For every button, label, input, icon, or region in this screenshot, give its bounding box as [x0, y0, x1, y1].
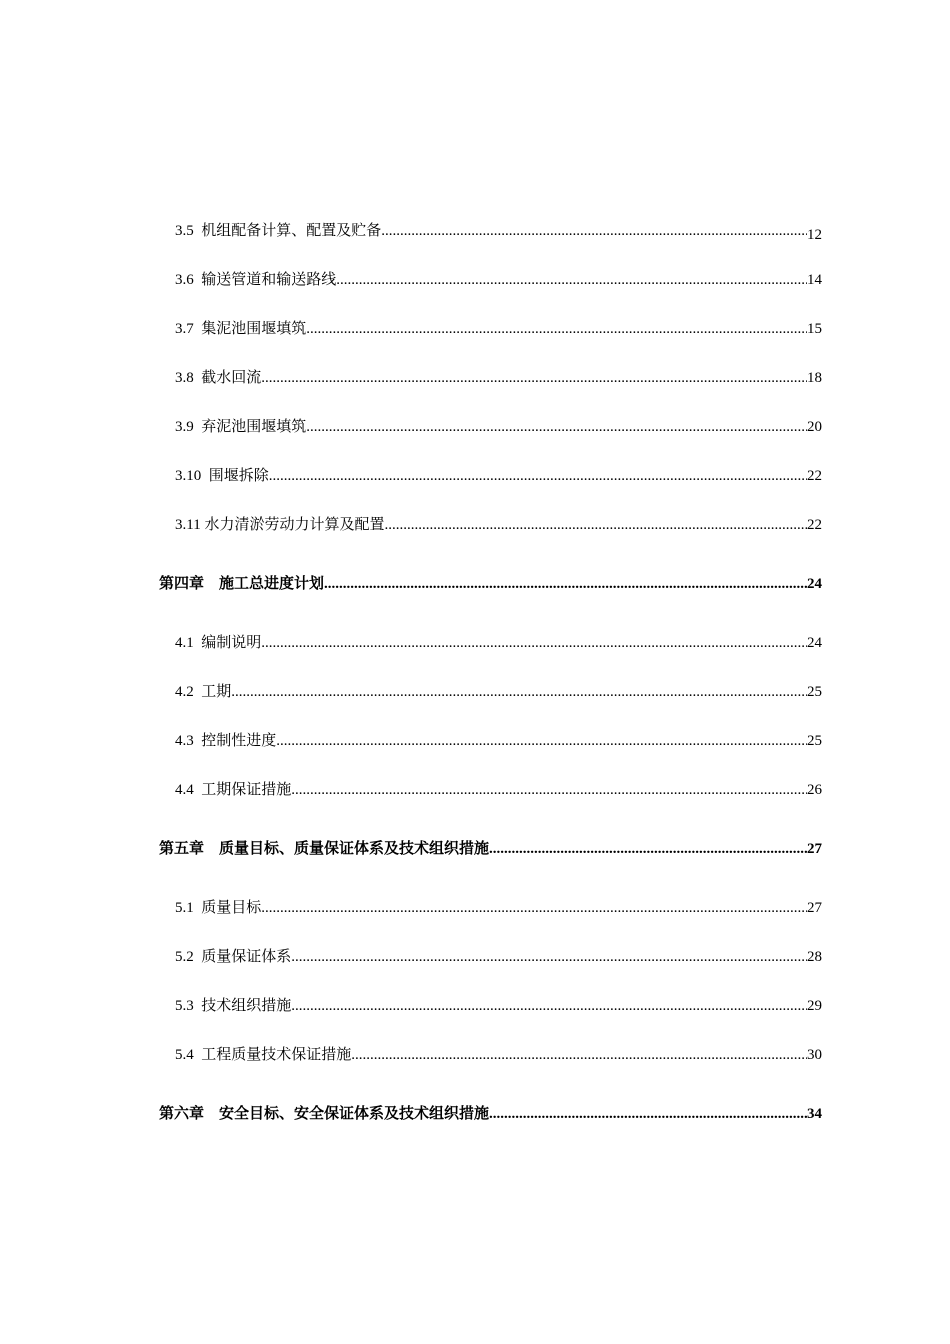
- toc-dot-leader: [306, 417, 807, 437]
- toc-entry-page: 12: [807, 228, 822, 241]
- toc-entry[interactable]: [175, 221, 822, 241]
- toc-entry-title: 施工总进度计划: [219, 576, 325, 592]
- toc-entry-page: 20: [807, 419, 822, 435]
- toc-entry-number: 3.6: [175, 272, 194, 288]
- toc-entry[interactable]: [175, 417, 822, 437]
- toc-dot-leader: [489, 839, 807, 859]
- toc-entry-page: 22: [807, 517, 822, 533]
- toc-entry-title: 技术组织措施: [201, 998, 292, 1014]
- toc-dot-leader: [261, 368, 807, 388]
- toc-entry[interactable]: [175, 731, 822, 751]
- toc-entry[interactable]: [175, 898, 822, 918]
- toc-entry-title: 机组配备计算、配置及贮备: [201, 223, 382, 239]
- toc-entry-page: 34: [807, 1106, 822, 1122]
- toc-entry-number: 4.1: [175, 635, 194, 651]
- toc-entry-page: 30: [807, 1047, 822, 1063]
- toc-entry-title: 工程质量技术保证措施: [201, 1047, 352, 1063]
- toc-dot-leader: [381, 221, 807, 241]
- toc-dot-leader: [489, 1104, 807, 1124]
- toc-entry-title: 输送管道和输送路线: [201, 272, 337, 288]
- toc-entry[interactable]: [175, 780, 822, 800]
- toc-entry-number: 5.2: [175, 949, 194, 965]
- toc-entry[interactable]: [175, 466, 822, 486]
- toc-entry-number: 4.3: [175, 733, 194, 749]
- toc-entry-page: 14: [807, 272, 822, 288]
- toc-entry-page: 24: [807, 635, 822, 651]
- toc-entry-title: 质量目标: [201, 900, 262, 916]
- toc-dot-leader: [291, 780, 807, 800]
- toc-entry-number: 5.3: [175, 998, 194, 1014]
- toc-entry-title: 围堰拆除: [208, 468, 269, 484]
- toc-entry-page: 22: [807, 468, 822, 484]
- toc-entry-page: 24: [807, 576, 822, 592]
- toc-entry-title: 控制性进度: [201, 733, 277, 749]
- toc-dot-leader: [324, 574, 807, 594]
- toc-entry-title: 弃泥池围堰填筑: [201, 419, 307, 435]
- toc-dot-leader: [231, 682, 807, 702]
- toc-entry-page: 26: [807, 782, 822, 798]
- toc-entry-title: 质量保证体系: [201, 949, 292, 965]
- toc-entry-page: 27: [807, 900, 822, 916]
- toc-dot-leader: [351, 1045, 807, 1065]
- toc-entry-title: 工期: [201, 684, 232, 700]
- toc-entry-number: 3.10: [175, 468, 202, 484]
- toc-chapter-entry[interactable]: [159, 1104, 822, 1124]
- toc-entry-page: 25: [807, 733, 822, 749]
- toc-entry-number: 第五章: [159, 841, 205, 857]
- toc-entry-number: 4.2: [175, 684, 194, 700]
- toc-entry-number: 3.8: [175, 370, 194, 386]
- toc-entry[interactable]: [175, 515, 822, 535]
- toc-entry-number: 3.5: [175, 223, 194, 239]
- toc-entry-number: 3.7: [175, 321, 194, 337]
- toc-chapter-entry[interactable]: [159, 574, 822, 594]
- toc-dot-leader: [276, 731, 807, 751]
- toc-dot-leader: [291, 947, 807, 967]
- toc-dot-leader: [291, 996, 807, 1016]
- toc-entry[interactable]: [175, 682, 822, 702]
- toc-dot-leader: [261, 898, 807, 918]
- toc-dot-leader: [269, 466, 807, 486]
- toc-dot-leader: [306, 319, 807, 339]
- toc-chapter-entry[interactable]: [159, 839, 822, 859]
- toc-entry-number: 3.9: [175, 419, 194, 435]
- toc-entry[interactable]: [175, 947, 822, 967]
- toc-entry-page: 25: [807, 684, 822, 700]
- toc-entry-number: 5.4: [175, 1047, 194, 1063]
- toc-entry-page: 28: [807, 949, 822, 965]
- toc-entry[interactable]: [175, 1045, 822, 1065]
- toc-entry-page: 18: [807, 370, 822, 386]
- toc-entry-title: 截水回流: [201, 370, 262, 386]
- toc-entry-title: 集泥池围堰填筑: [201, 321, 307, 337]
- toc-entry[interactable]: [175, 633, 822, 653]
- toc-entry-page: 15: [807, 321, 822, 337]
- toc-entry-number: 4.4: [175, 782, 194, 798]
- toc-entry-number: 第四章: [159, 576, 205, 592]
- toc-dot-leader: [384, 515, 807, 535]
- toc-entry-number: 5.1: [175, 900, 194, 916]
- toc-entry[interactable]: [175, 996, 822, 1016]
- toc-dot-leader: [261, 633, 807, 653]
- toc-entry-number: 3.11: [175, 517, 201, 533]
- toc-entry-page: 27: [807, 841, 822, 857]
- toc-entry-title: 工期保证措施: [201, 782, 292, 798]
- toc-entry-title: 编制说明: [201, 635, 262, 651]
- toc-dot-leader: [336, 270, 807, 290]
- toc-entry-number: 第六章: [159, 1106, 205, 1122]
- toc-entry[interactable]: [175, 319, 822, 339]
- toc-entry-page: 29: [807, 998, 822, 1014]
- toc-entry[interactable]: [175, 270, 822, 290]
- toc-entry-title: 安全目标、安全保证体系及技术组织措施: [219, 1106, 490, 1122]
- toc-entry-title: 水力清淤劳动力计算及配置: [204, 517, 385, 533]
- toc-entry[interactable]: [175, 368, 822, 388]
- toc-entry-title: 质量目标、质量保证体系及技术组织措施: [219, 841, 490, 857]
